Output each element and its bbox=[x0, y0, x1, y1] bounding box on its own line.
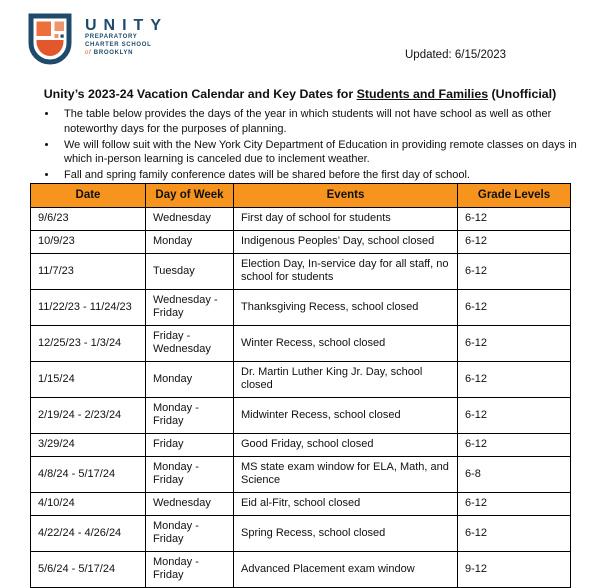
table-cell: 3/29/24 bbox=[31, 434, 146, 457]
table-cell: 11/22/23 - 11/24/23 bbox=[31, 290, 146, 326]
column-header: Events bbox=[234, 184, 458, 208]
table-cell: 6-12 bbox=[458, 362, 571, 398]
table-cell: MS state exam window for ELA, Math, and Science bbox=[234, 457, 458, 493]
logo-text bbox=[85, 13, 168, 57]
calendar-table bbox=[30, 183, 571, 588]
table-cell: 11/7/23 bbox=[31, 254, 146, 290]
table-cell: Wednesday - Friday bbox=[146, 290, 234, 326]
table-cell: 12/25/23 - 1/3/24 bbox=[31, 326, 146, 362]
table-row bbox=[31, 552, 571, 588]
table-cell: 5/6/24 - 5/17/24 bbox=[31, 552, 146, 588]
logo-wordmark: UNITY bbox=[85, 17, 168, 34]
table-cell: Monday - Friday bbox=[146, 457, 234, 493]
table-body bbox=[31, 208, 571, 588]
column-header: Date bbox=[31, 184, 146, 208]
table-cell: 6-12 bbox=[458, 254, 571, 290]
column-header: Grade Levels bbox=[458, 184, 571, 208]
table-cell: 6-12 bbox=[458, 398, 571, 434]
note-item: • The table below provides the days of the year in which students will not have school as well as other noteworthy days for the purposes of planning. bbox=[58, 107, 586, 137]
note-item: • Fall and spring family conference dates will be shared before the first day of school. bbox=[58, 168, 586, 183]
table-cell: Winter Recess, school closed bbox=[234, 326, 458, 362]
notes-list bbox=[40, 107, 586, 184]
table-row bbox=[31, 231, 571, 254]
table-cell: 6-12 bbox=[458, 434, 571, 457]
table-cell: 6-12 bbox=[458, 493, 571, 516]
table-cell: Good Friday, school closed bbox=[234, 434, 458, 457]
logo-subtitle-line1: PREPARATORY bbox=[85, 34, 138, 40]
table-cell: Advanced Placement exam window bbox=[234, 552, 458, 588]
table-cell: Wednesday bbox=[146, 208, 234, 231]
table-row bbox=[31, 457, 571, 493]
table-cell: 6-8 bbox=[458, 457, 571, 493]
table-cell: 4/8/24 - 5/17/24 bbox=[31, 457, 146, 493]
table-cell: Indigenous Peoples’ Day, school closed bbox=[234, 231, 458, 254]
table-cell: First day of school for students bbox=[234, 208, 458, 231]
table-cell: 9-12 bbox=[458, 552, 571, 588]
table-cell: 6-12 bbox=[458, 208, 571, 231]
table-cell: Midwinter Recess, school closed bbox=[234, 398, 458, 434]
table-cell: Monday - Friday bbox=[146, 552, 234, 588]
logo-borough: BROOKLYN bbox=[93, 49, 134, 56]
table-cell: 1/15/24 bbox=[31, 362, 146, 398]
table-row bbox=[31, 398, 571, 434]
unity-shield-icon bbox=[28, 13, 72, 65]
table-cell: 10/9/23 bbox=[31, 231, 146, 254]
updated-date-label: Updated: 6/15/2023 bbox=[405, 49, 507, 61]
table-row bbox=[31, 254, 571, 290]
title-prefix: Unity’s 2023-24 Vacation Calendar and Key Dates for bbox=[43, 87, 357, 101]
school-logo bbox=[28, 13, 168, 65]
table-cell: Friday bbox=[146, 434, 234, 457]
table-cell: Thanksgiving Recess, school closed bbox=[234, 290, 458, 326]
table-cell: Election Day, In-service day for all staff, no school for students bbox=[234, 254, 458, 290]
table-cell: 4/10/24 bbox=[31, 493, 146, 516]
table-cell: Monday - Friday bbox=[146, 398, 234, 434]
table-row bbox=[31, 290, 571, 326]
table-row bbox=[31, 362, 571, 398]
table-cell: Monday bbox=[146, 362, 234, 398]
table-cell: Spring Recess, school closed bbox=[234, 516, 458, 552]
table-row bbox=[31, 516, 571, 552]
table-row bbox=[31, 434, 571, 457]
table-cell: 2/19/24 - 2/23/24 bbox=[31, 398, 146, 434]
table-cell: Monday bbox=[146, 231, 234, 254]
table-cell: Tuesday bbox=[146, 254, 234, 290]
note-item: • We will follow suit with the New York City Department of Education in providing remote classes on days in which in-person learning is canceled due to inclement weather. bbox=[58, 138, 586, 168]
table-cell: 4/22/24 - 4/26/24 bbox=[31, 516, 146, 552]
table-cell: Friday - Wednesday bbox=[146, 326, 234, 362]
table-row bbox=[31, 208, 571, 231]
table-row bbox=[31, 493, 571, 516]
table-cell: 6-12 bbox=[458, 326, 571, 362]
table-row bbox=[31, 326, 571, 362]
table-cell: 9/6/23 bbox=[31, 208, 146, 231]
logo-subtitle-line3 bbox=[85, 50, 168, 58]
table-cell: Wednesday bbox=[146, 493, 234, 516]
logo-subtitle-line2: CHARTER SCHOOL bbox=[85, 41, 152, 48]
page-title bbox=[0, 87, 600, 101]
table-cell: 6-12 bbox=[458, 516, 571, 552]
table-header-row bbox=[31, 184, 571, 208]
title-underlined: Students and Families bbox=[356, 87, 489, 101]
table-cell: 6-12 bbox=[458, 290, 571, 326]
table-cell: Eid al-Fitr, school closed bbox=[234, 493, 458, 516]
table-cell: Dr. Martin Luther King Jr. Day, school closed bbox=[234, 362, 458, 398]
table-cell: 6-12 bbox=[458, 231, 571, 254]
table-cell: Monday - Friday bbox=[146, 516, 234, 552]
column-header: Day of Week bbox=[146, 184, 234, 208]
title-suffix: (Unofficial) bbox=[488, 87, 557, 101]
logo-of-word: of bbox=[85, 49, 92, 56]
